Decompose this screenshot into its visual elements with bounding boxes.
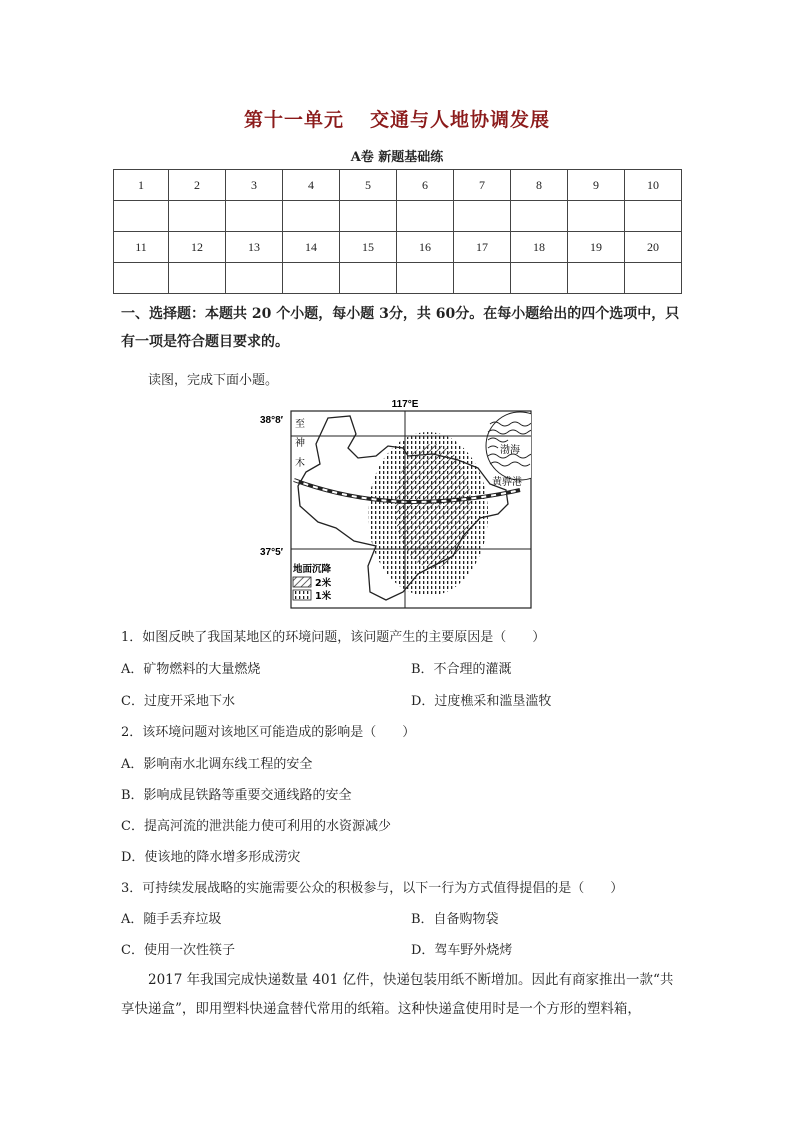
question-2-option-a[interactable]: A．影响南水北调东线工程的安全 (121, 757, 313, 772)
answer-number: 5 (340, 170, 397, 201)
passage-paragraph (121, 966, 683, 1024)
subsidence-map (258, 396, 538, 610)
legend-swatch-2m (293, 577, 311, 587)
question-1-option-c[interactable]: C．过度开采地下水 (121, 694, 235, 709)
answer-cell[interactable] (226, 201, 283, 232)
sea-label: 渤海 (500, 445, 520, 456)
answer-cell[interactable] (340, 263, 397, 294)
answer-blank-row (114, 201, 682, 232)
answer-cell[interactable] (169, 201, 226, 232)
port-label: 黄骅港 (492, 477, 522, 488)
title-unit: 第十一单元 (243, 109, 344, 131)
intro-text: 读图，完成下面小题。 (148, 373, 279, 388)
answer-cell[interactable] (226, 263, 283, 294)
answer-number: 17 (453, 232, 510, 263)
answer-cell[interactable] (453, 201, 510, 232)
answer-cell[interactable] (624, 263, 681, 294)
answer-cell[interactable] (114, 263, 169, 294)
question-1-option-d[interactable]: D．过度樵采和滥垦滥牧 (411, 694, 552, 709)
question-2-stem: 2．该环境问题对该地区可能造成的影响是（ ） (121, 725, 416, 740)
answer-number: 19 (567, 232, 624, 263)
place-label-zhi: 至 (295, 419, 305, 430)
question-2-option-b[interactable]: B．影响成昆铁路等重要交通线路的安全 (121, 788, 352, 803)
answer-number: 10 (624, 170, 681, 201)
answer-number: 6 (397, 170, 454, 201)
answer-number: 20 (624, 232, 681, 263)
passage-text: 2017 年我国完成快递数量 401 亿件，快递包装用纸不断增加。因此有商家推出一款“共享快递盒”，即用塑料快递盒替代常用的纸箱。这种快递盒使用时是一个方形的塑料箱， (121, 972, 674, 1017)
question-3-option-d[interactable]: D．驾车野外烧烤 (411, 943, 513, 958)
answer-cell[interactable] (624, 201, 681, 232)
answer-number: 4 (283, 170, 340, 201)
answer-cell[interactable] (567, 201, 624, 232)
question-1-option-b[interactable]: B．不合理的灌溉 (411, 662, 512, 677)
legend-swatch-1m (293, 590, 311, 600)
answer-cell[interactable] (283, 263, 340, 294)
place-label-mu: 木 (295, 458, 305, 469)
question-2-option-d[interactable]: D．使该地的降水增多形成涝灾 (121, 850, 301, 865)
title-topic: 交通与人地协调发展 (370, 109, 551, 131)
page-title (0, 105, 794, 132)
page-subtitle: A卷 新题基础练 (350, 150, 444, 165)
answer-number: 14 (283, 232, 340, 263)
answer-number: 12 (169, 232, 226, 263)
answer-number: 3 (226, 170, 283, 201)
legend-1m: 1米 (315, 591, 332, 602)
answer-cell[interactable] (283, 201, 340, 232)
longitude-label: 117°E (391, 399, 419, 410)
question-3-option-a[interactable]: A．随手丢弃垃圾 (121, 912, 222, 927)
answer-number-row (114, 232, 682, 263)
answer-number: 1 (114, 170, 169, 201)
answer-number: 16 (397, 232, 454, 263)
answer-cell[interactable] (510, 201, 567, 232)
question-3-option-c[interactable]: C．使用一次性筷子 (121, 943, 235, 958)
legend-title: 地面沉降 (293, 564, 332, 575)
answer-number: 15 (340, 232, 397, 263)
answer-number: 7 (453, 170, 510, 201)
answer-number: 9 (567, 170, 624, 201)
place-label-shen: 神 (295, 438, 305, 449)
answer-number-row (114, 170, 682, 201)
answer-table (113, 169, 682, 294)
question-1-option-a[interactable]: A．矿物燃料的大量燃烧 (121, 662, 261, 677)
question-3-option-b[interactable]: B．自备购物袋 (411, 912, 499, 927)
answer-cell[interactable] (510, 263, 567, 294)
answer-blank-row (114, 263, 682, 294)
latitude-top-label: 38°8′ (260, 415, 284, 426)
answer-cell[interactable] (114, 201, 169, 232)
answer-number: 13 (226, 232, 283, 263)
latitude-bottom-label: 37°5′ (260, 547, 284, 558)
question-1-stem: 1．如图反映了我国某地区的环境问题，该问题产生的主要原因是（ ） (121, 630, 546, 645)
section-heading: 一、选择题：本题共 20 个小题，每小题 3分，共 60分。在每小题给出的四个选项中，只有一项是符合题目要求的。 (121, 306, 680, 350)
question-3-stem: 3．可持续发展战略的实施需要公众的积极参与，以下一行为方式值得提倡的是（ ） (121, 881, 624, 896)
answer-cell[interactable] (397, 201, 454, 232)
answer-number: 11 (114, 232, 169, 263)
answer-cell[interactable] (169, 263, 226, 294)
answer-cell[interactable] (453, 263, 510, 294)
question-2-option-c[interactable]: C．提高河流的泄洪能力使可利用的水资源减少 (121, 819, 391, 834)
answer-number: 8 (510, 170, 567, 201)
answer-cell[interactable] (340, 201, 397, 232)
legend-2m: 2米 (315, 578, 332, 589)
answer-number: 2 (169, 170, 226, 201)
answer-cell[interactable] (397, 263, 454, 294)
answer-number: 18 (510, 232, 567, 263)
answer-cell[interactable] (567, 263, 624, 294)
